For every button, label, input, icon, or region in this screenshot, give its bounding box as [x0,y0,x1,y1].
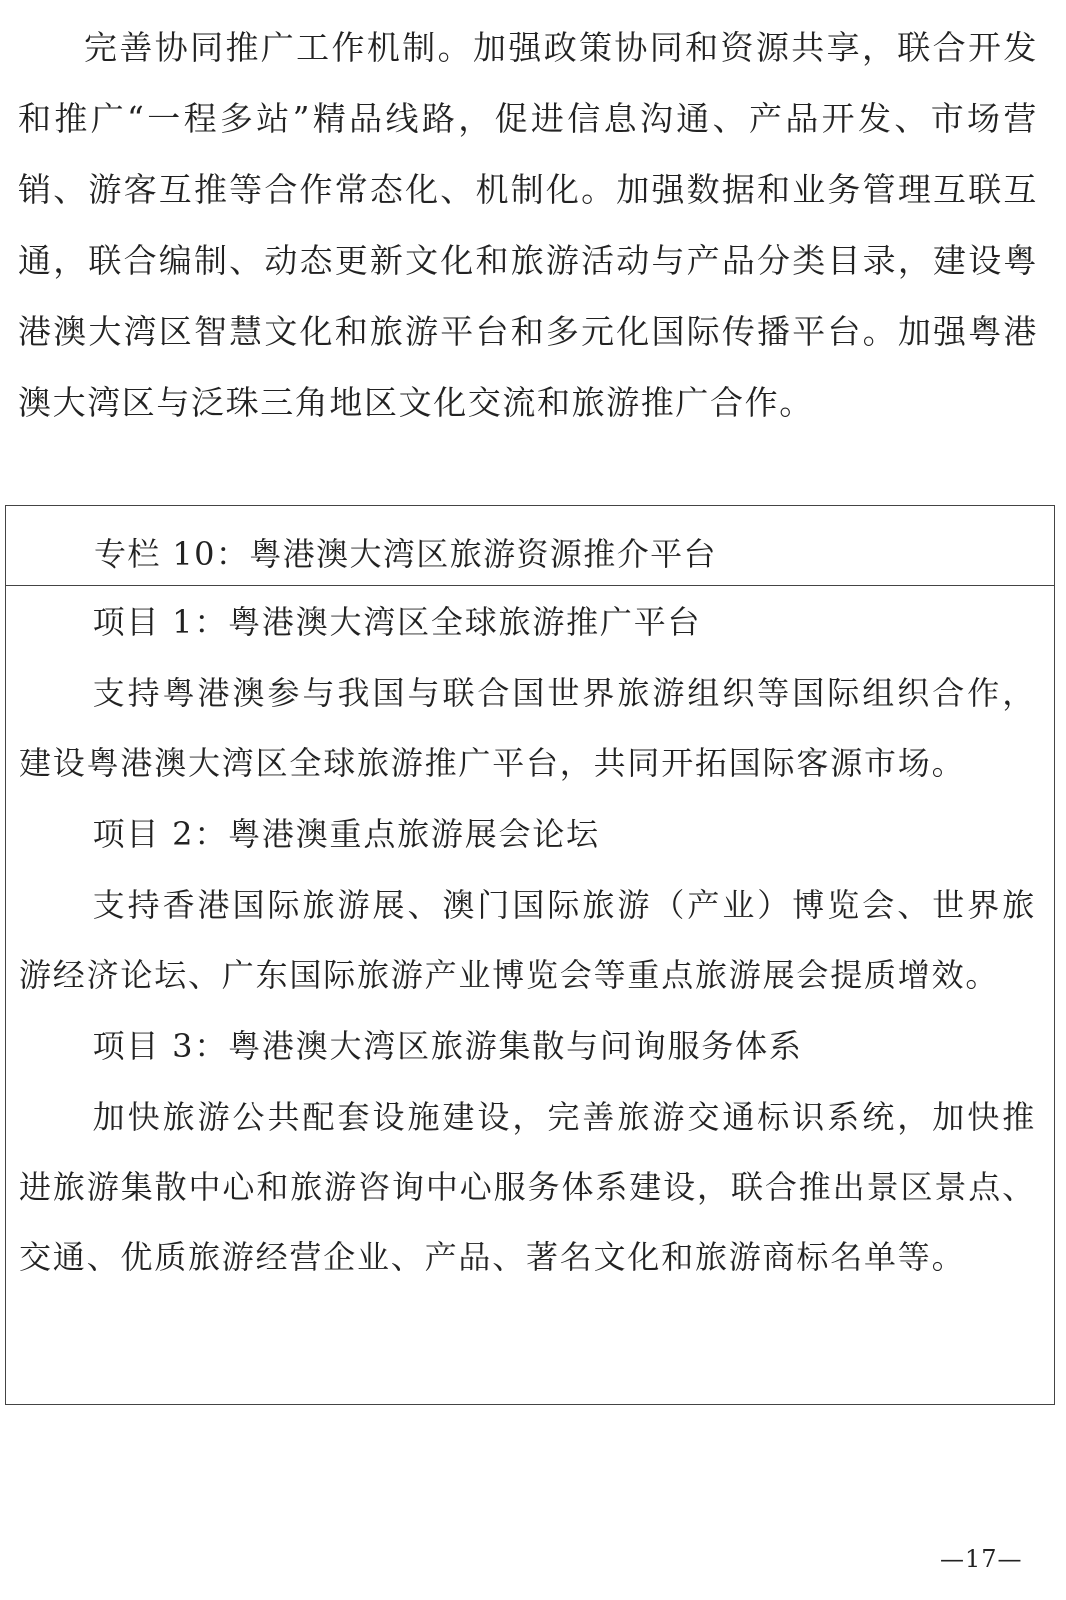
intro-paragraph: 完善协同推广工作机制。加强政策协同和资源共享，联合开发和推广“一程多站”精品线路，促进信息沟通、产品开发、市场营销、游客互推等合作常态化、机制化。加强数据和业务管理互联互通，联合编制、动态更新文化和旅游活动与产品分类目录，建设粤港澳大湾区智慧文化和旅游平台和多元化国际传播平台。加强粤港澳大湾区与泛珠三角地区文化交流和旅游推广合作。 [18,28,1038,422]
project-2-title: 项目 2：粤港澳重点旅游展会论坛 [92,815,600,853]
project-2-description: 支持香港国际旅游展、澳门国际旅游（产业）博览会、世界旅游经济论坛、广东国际旅游产业博览会等重点旅游展会提质增效。 [19,886,1036,994]
project-3-title: 项目 3：粤港澳大湾区旅游集散与问询服务体系 [92,1027,803,1065]
page-number: —17— [940,1545,1023,1573]
column-title: 专栏 10：粤港澳大湾区旅游资源推介平台 [6,506,1054,586]
column-body [6,586,1054,1292]
project-1-description: 支持粤港澳参与我国与联合国世界旅游组织等国际组织合作，建设粤港澳大湾区全球旅游推广平台，共同开拓国际客源市场。 [19,674,1036,782]
project-1-title: 项目 1：粤港澳大湾区全球旅游推广平台 [92,603,702,641]
column-box [5,505,1055,1405]
project-3-description: 加快旅游公共配套设施建设，完善旅游交通标识系统，加快推进旅游集散中心和旅游咨询中心服务体系建设，联合推出景区景点、交通、优质旅游经营企业、产品、著名文化和旅游商标名单等。 [19,1098,1036,1276]
